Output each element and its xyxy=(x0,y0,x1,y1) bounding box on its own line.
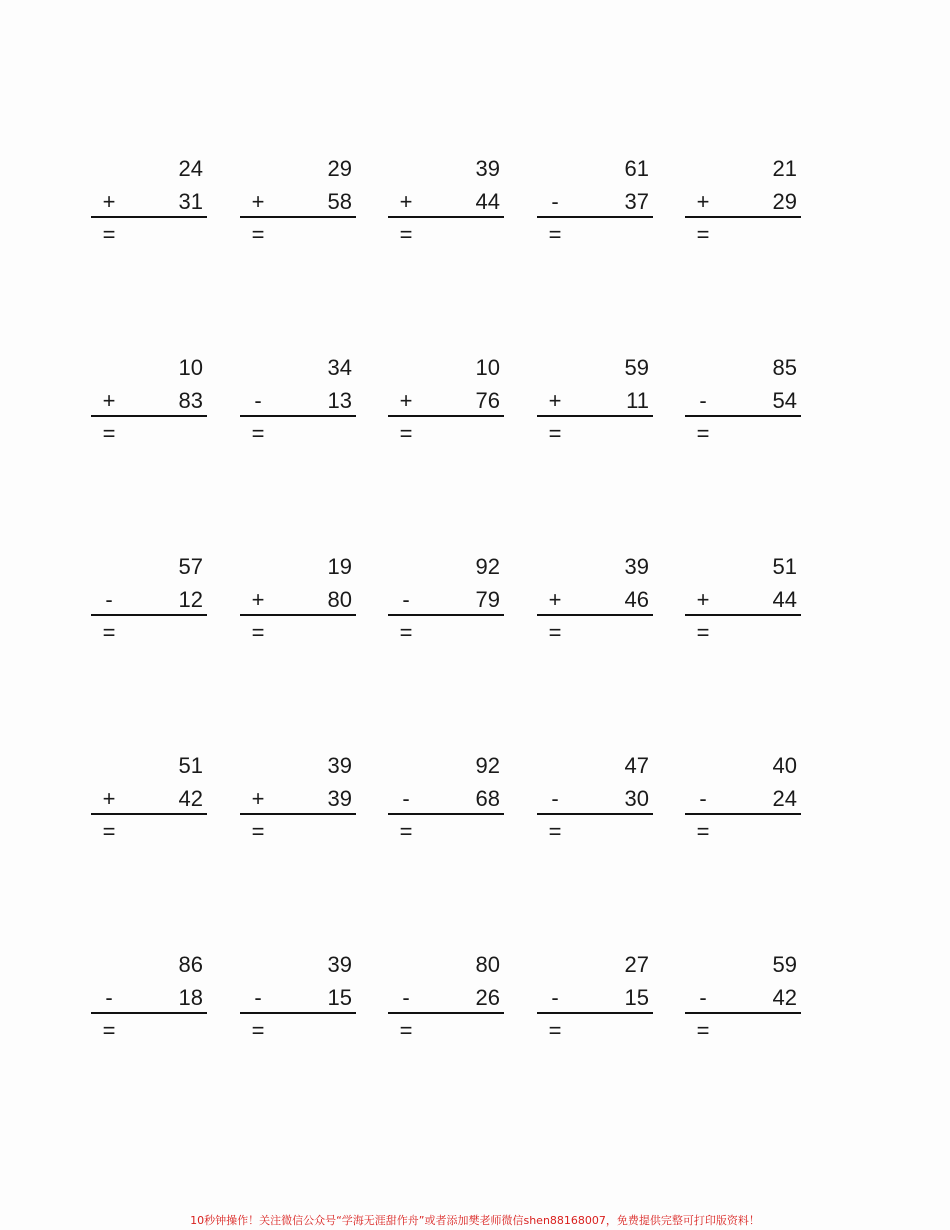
bottom-operand: 44 xyxy=(475,189,500,214)
operator-sign: - xyxy=(699,786,707,811)
arithmetic-problem xyxy=(388,354,504,454)
arithmetic-problem xyxy=(388,155,504,255)
answer-rule xyxy=(91,614,207,616)
operator-sign: - xyxy=(105,985,113,1010)
problem-row xyxy=(0,951,950,1071)
bottom-operand: 31 xyxy=(178,189,203,214)
operator-sign: - xyxy=(551,985,559,1010)
top-operand: 92 xyxy=(475,753,500,778)
operator-sign: + xyxy=(102,388,116,413)
top-operand: 85 xyxy=(772,355,797,380)
bottom-operand: 42 xyxy=(772,985,797,1010)
equals-sign: = xyxy=(102,819,116,844)
equals-sign: = xyxy=(399,819,413,844)
operator-sign: - xyxy=(254,985,262,1010)
bottom-operand: 46 xyxy=(624,587,649,612)
operator-sign: - xyxy=(699,388,707,413)
arithmetic-problem xyxy=(388,951,504,1051)
arithmetic-problem xyxy=(91,354,207,454)
top-operand: 40 xyxy=(772,753,797,778)
bottom-operand: 12 xyxy=(178,587,203,612)
arithmetic-problem xyxy=(685,553,801,653)
answer-rule xyxy=(91,415,207,417)
equals-sign: = xyxy=(251,421,265,446)
answer-rule xyxy=(685,614,801,616)
equals-sign: = xyxy=(102,421,116,446)
bottom-operand: 26 xyxy=(475,985,500,1010)
equals-sign: = xyxy=(251,222,265,247)
top-operand: 51 xyxy=(178,753,203,778)
answer-rule xyxy=(91,216,207,218)
equals-sign: = xyxy=(696,819,710,844)
arithmetic-problem xyxy=(537,951,653,1051)
top-operand: 29 xyxy=(327,156,352,181)
equals-sign: = xyxy=(548,620,562,645)
top-operand: 21 xyxy=(772,156,797,181)
operator-sign: + xyxy=(251,189,265,214)
arithmetic-problem xyxy=(240,752,356,852)
answer-rule xyxy=(240,813,356,815)
bottom-operand: 76 xyxy=(475,388,500,413)
answer-rule xyxy=(537,1012,653,1014)
equals-sign: = xyxy=(251,819,265,844)
answer-rule xyxy=(537,216,653,218)
answer-rule xyxy=(537,614,653,616)
operator-sign: - xyxy=(402,985,410,1010)
operator-sign: + xyxy=(696,189,710,214)
operator-sign: + xyxy=(696,587,710,612)
top-operand: 51 xyxy=(772,554,797,579)
bottom-operand: 54 xyxy=(772,388,797,413)
arithmetic-problem xyxy=(685,155,801,255)
top-operand: 80 xyxy=(475,952,500,977)
answer-rule xyxy=(388,614,504,616)
operator-sign: + xyxy=(251,587,265,612)
answer-rule xyxy=(388,813,504,815)
problem-row xyxy=(0,354,950,474)
answer-rule xyxy=(388,216,504,218)
operator-sign: - xyxy=(699,985,707,1010)
arithmetic-problem xyxy=(240,354,356,454)
operator-sign: - xyxy=(105,587,113,612)
problem-row xyxy=(0,752,950,872)
answer-rule xyxy=(685,813,801,815)
top-operand: 59 xyxy=(624,355,649,380)
operator-sign: - xyxy=(402,786,410,811)
arithmetic-problem xyxy=(685,951,801,1051)
answer-rule xyxy=(537,415,653,417)
bottom-operand: 37 xyxy=(624,189,649,214)
operator-sign: + xyxy=(399,388,413,413)
answer-rule xyxy=(685,415,801,417)
answer-rule xyxy=(240,216,356,218)
bottom-operand: 83 xyxy=(178,388,203,413)
equals-sign: = xyxy=(251,1018,265,1043)
arithmetic-problem xyxy=(537,553,653,653)
operator-sign: + xyxy=(102,786,116,811)
arithmetic-problem xyxy=(537,155,653,255)
equals-sign: = xyxy=(399,620,413,645)
answer-rule xyxy=(388,415,504,417)
bottom-operand: 58 xyxy=(327,189,352,214)
arithmetic-problem xyxy=(91,752,207,852)
top-operand: 34 xyxy=(327,355,352,380)
top-operand: 86 xyxy=(178,952,203,977)
arithmetic-problem xyxy=(388,752,504,852)
bottom-operand: 15 xyxy=(624,985,649,1010)
arithmetic-problem xyxy=(91,155,207,255)
problem-row xyxy=(0,553,950,673)
arithmetic-problem xyxy=(388,553,504,653)
bottom-operand: 18 xyxy=(178,985,203,1010)
top-operand: 39 xyxy=(327,952,352,977)
top-operand: 24 xyxy=(178,156,203,181)
top-operand: 27 xyxy=(624,952,649,977)
top-operand: 57 xyxy=(178,554,203,579)
top-operand: 39 xyxy=(327,753,352,778)
equals-sign: = xyxy=(696,222,710,247)
arithmetic-problem xyxy=(91,951,207,1051)
arithmetic-problem xyxy=(685,752,801,852)
top-operand: 59 xyxy=(772,952,797,977)
arithmetic-problem xyxy=(240,155,356,255)
bottom-operand: 39 xyxy=(327,786,352,811)
equals-sign: = xyxy=(696,421,710,446)
bottom-operand: 11 xyxy=(626,388,649,413)
operator-sign: - xyxy=(254,388,262,413)
arithmetic-problem xyxy=(91,553,207,653)
operator-sign: + xyxy=(548,587,562,612)
bottom-operand: 29 xyxy=(772,189,797,214)
top-operand: 61 xyxy=(624,156,649,181)
bottom-operand: 42 xyxy=(178,786,203,811)
top-operand: 39 xyxy=(475,156,500,181)
answer-rule xyxy=(240,1012,356,1014)
arithmetic-problem xyxy=(240,553,356,653)
top-operand: 39 xyxy=(624,554,649,579)
equals-sign: = xyxy=(399,1018,413,1043)
bottom-operand: 24 xyxy=(772,786,797,811)
answer-rule xyxy=(240,415,356,417)
bottom-operand: 13 xyxy=(327,388,352,413)
top-operand: 10 xyxy=(178,355,203,380)
top-operand: 19 xyxy=(327,554,352,579)
equals-sign: = xyxy=(548,222,562,247)
arithmetic-problem xyxy=(240,951,356,1051)
answer-rule xyxy=(91,1012,207,1014)
bottom-operand: 15 xyxy=(327,985,352,1010)
top-operand: 92 xyxy=(475,554,500,579)
equals-sign: = xyxy=(399,421,413,446)
equals-sign: = xyxy=(102,1018,116,1043)
equals-sign: = xyxy=(548,421,562,446)
equals-sign: = xyxy=(399,222,413,247)
arithmetic-problem xyxy=(537,354,653,454)
footer-promo-text: 10秒钟操作！关注微信公众号“学海无涯甜作舟”或者添加樊老师微信shen88168007，免费提供完整可打印版资料！ xyxy=(190,1214,760,1227)
operator-sign: + xyxy=(399,189,413,214)
arithmetic-problem xyxy=(685,354,801,454)
answer-rule xyxy=(91,813,207,815)
arithmetic-problem xyxy=(537,752,653,852)
equals-sign: = xyxy=(102,222,116,247)
equals-sign: = xyxy=(696,1018,710,1043)
equals-sign: = xyxy=(251,620,265,645)
answer-rule xyxy=(537,813,653,815)
operator-sign: - xyxy=(402,587,410,612)
answer-rule xyxy=(685,1012,801,1014)
bottom-operand: 44 xyxy=(772,587,797,612)
answer-rule xyxy=(685,216,801,218)
equals-sign: = xyxy=(696,620,710,645)
equals-sign: = xyxy=(102,620,116,645)
bottom-operand: 79 xyxy=(475,587,500,612)
top-operand: 10 xyxy=(475,355,500,380)
problem-row xyxy=(0,155,950,275)
bottom-operand: 80 xyxy=(327,587,352,612)
operator-sign: + xyxy=(548,388,562,413)
answer-rule xyxy=(240,614,356,616)
operator-sign: - xyxy=(551,189,559,214)
bottom-operand: 30 xyxy=(624,786,649,811)
operator-sign: + xyxy=(102,189,116,214)
bottom-operand: 68 xyxy=(475,786,500,811)
operator-sign: + xyxy=(251,786,265,811)
equals-sign: = xyxy=(548,1018,562,1043)
equals-sign: = xyxy=(548,819,562,844)
top-operand: 47 xyxy=(624,753,649,778)
operator-sign: - xyxy=(551,786,559,811)
answer-rule xyxy=(388,1012,504,1014)
